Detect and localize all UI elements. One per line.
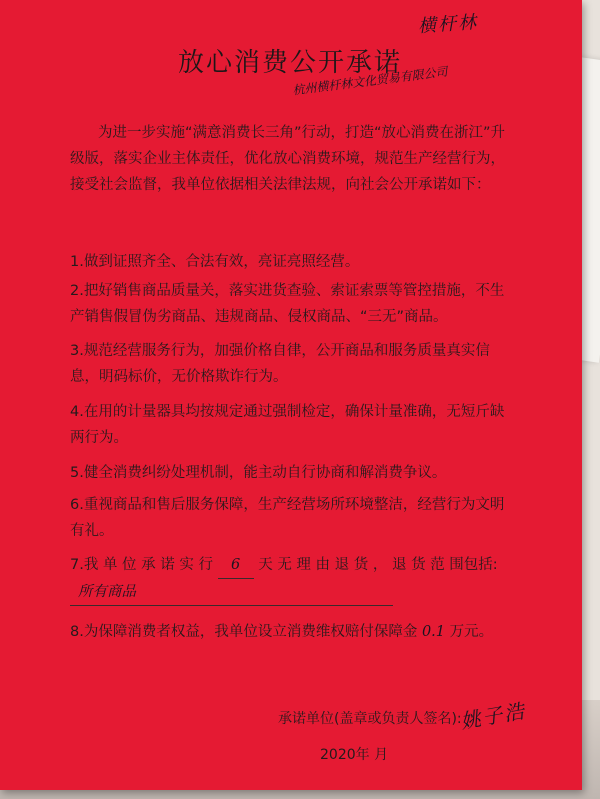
fund-amount-field: 0.1: [421, 624, 446, 640]
commitment-item-4: 4.在用的计量器具均按规定通过强制检定，确保计量准确，无短斤缺两行为。: [70, 404, 505, 446]
date-line: 2020年 月: [320, 747, 389, 763]
return-days-field: 6: [218, 552, 254, 579]
item7-suffix: 天 无 理 由 退 货 ， 退 货 范 围包括:: [258, 557, 498, 573]
signature-label: 承诺单位(盖章或负责人签名):: [278, 711, 462, 727]
handwritten-signature: 姚子浩: [458, 698, 528, 734]
commitment-item-7: [70, 552, 510, 606]
commitment-item-6: 6.重视商品和售后服务保障，生产经营场所环境整洁，经营行为文明有礼。: [70, 497, 505, 539]
intro-paragraph: 为进一步实施“满意消费长三角”行动，打造“放心消费在浙江”升级版，落实企业主体责任，优化放心消费环境，规范生产经营行为，接受社会监督，我单位依据相关法律法规，向社会公开承诺如下：: [70, 125, 506, 193]
handwritten-note: 横杆林: [417, 11, 479, 38]
item8-suffix: 万元。: [449, 624, 494, 640]
document-title: 放心消费公开承诺: [177, 48, 402, 78]
commitment-item-2: 2.把好销售商品质量关，落实进货查验、索证索票等管控措施，不生产销售假冒伪劣商品、违规商品、侵权商品、“三无”商品。: [70, 283, 505, 325]
commitment-item-1: 1.做到证照齐全、合法有效，亮证亮照经营。: [70, 254, 360, 270]
commitment-item-5: 5.健全消费纠纷处理机制，能主动自行协商和解消费争议。: [70, 465, 447, 481]
return-scope-field: 所有商品: [70, 579, 393, 606]
item7-prefix: 7.我 单 位 承 诺 实 行: [70, 557, 213, 573]
item8-prefix: 8.为保障消费者权益，我单位设立消费维权赔付保障金: [70, 624, 418, 640]
commitment-item-8: [70, 619, 510, 645]
commitment-item-3: 3.规范经营服务行为，加强价格自律，公开商品和服务质量真实信息，明码标价，无价格欺诈行为。: [70, 343, 490, 385]
handwritten-store-name: 杭州横杆林文化贸易有限公司: [291, 64, 449, 98]
